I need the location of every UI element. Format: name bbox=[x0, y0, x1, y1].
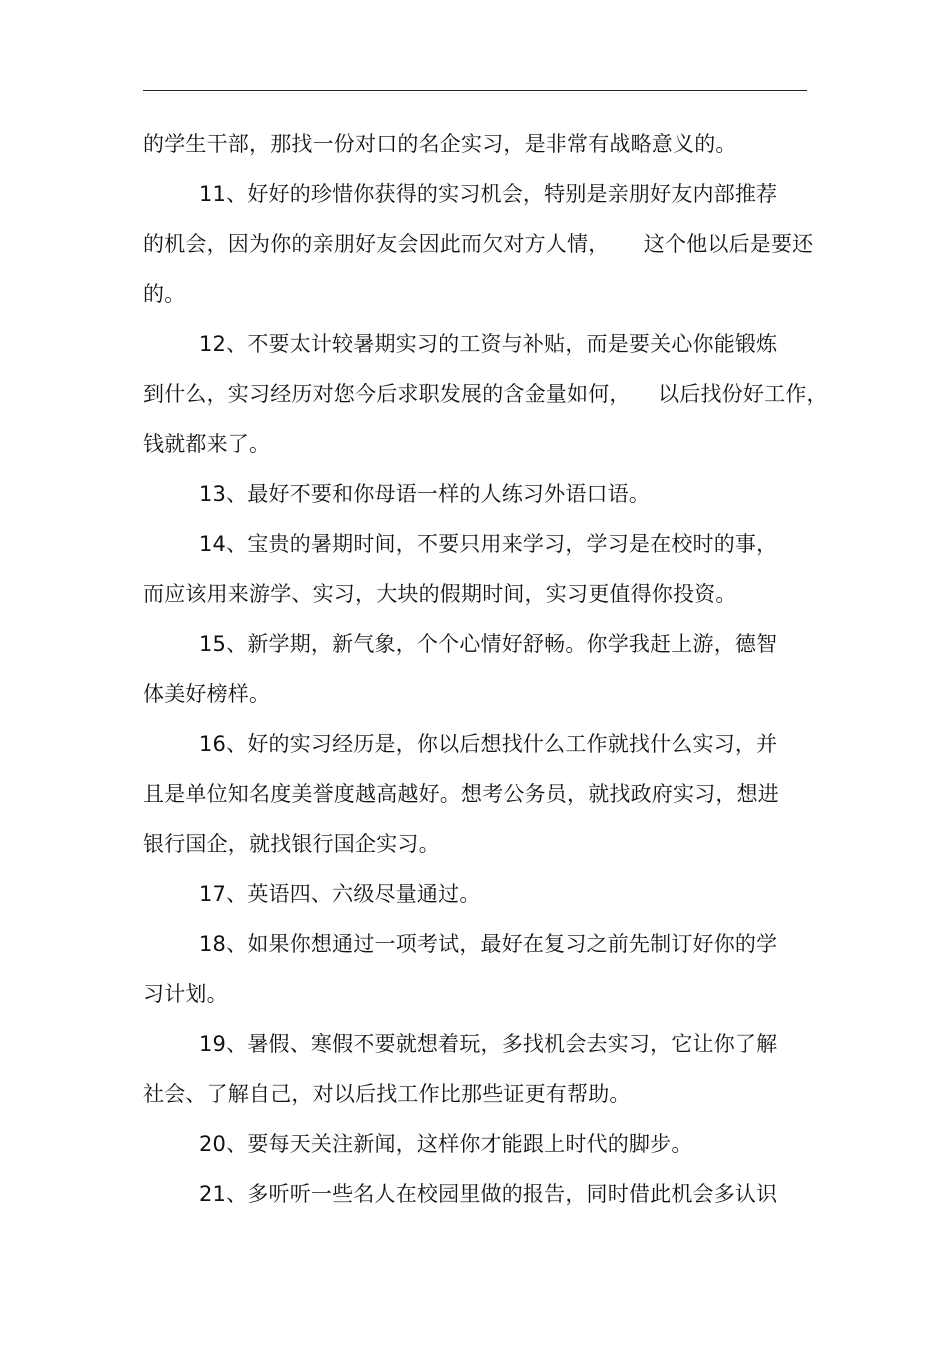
text-line: 13、最好不要和你母语一样的人练习外语口语。 bbox=[199, 482, 651, 506]
text-line: 15、新学期，新气象，个个心情好舒畅。你学我赶上游，德智 bbox=[199, 632, 778, 656]
text-line: 12、不要太计较暑期实习的工资与补贴，而是要关心你能锻炼 bbox=[199, 332, 778, 356]
text-line: 11、好好的珍惜你获得的实习机会，特别是亲朋好友内部推荐 bbox=[199, 182, 778, 206]
text-line: 到什么，实习经历对您今后求职发展的含金量如何， 以后找份好工作， bbox=[143, 382, 828, 406]
text-line: 银行国企，就找银行国企实习。 bbox=[143, 832, 440, 856]
text-line: 而应该用来游学、实习，大块的假期时间，实习更值得你投资。 bbox=[143, 582, 737, 606]
text-line: 18、如果你想通过一项考试，最好在复习之前先制订好你的学 bbox=[199, 932, 778, 956]
text-line: 的。 bbox=[143, 282, 186, 306]
text-line: 20、要每天关注新闻，这样你才能跟上时代的脚步。 bbox=[199, 1132, 693, 1156]
header-rule bbox=[143, 90, 807, 91]
text-line: 体美好榜样。 bbox=[143, 682, 271, 706]
text-line: 习计划。 bbox=[143, 982, 228, 1006]
text-line: 19、暑假、寒假不要就想着玩，多找机会去实习，它让你了解 bbox=[199, 1032, 778, 1056]
text-line: 16、好的实习经历是，你以后想找什么工作就找什么实习，并 bbox=[199, 732, 778, 756]
text-line: 的机会，因为你的亲朋好友会因此而欠对方人情， 这个他以后是要还 bbox=[143, 232, 814, 256]
text-line: 的学生干部，那找一份对口的名企实习，是非常有战略意义的。 bbox=[143, 132, 737, 156]
text-line: 21、多听听一些名人在校园里做的报告，同时借此机会多认识 bbox=[199, 1182, 778, 1206]
text-line: 17、英语四、六级尽量通过。 bbox=[199, 882, 481, 906]
text-line: 14、宝贵的暑期时间，不要只用来学习，学习是在校时的事， bbox=[199, 532, 778, 556]
text-line: 社会、了解自己，对以后找工作比那些证更有帮助。 bbox=[143, 1082, 631, 1106]
text-line: 且是单位知名度美誉度越高越好。想考公务员，就找政府实习，想进 bbox=[143, 782, 779, 806]
text-line: 钱就都来了。 bbox=[143, 432, 271, 456]
